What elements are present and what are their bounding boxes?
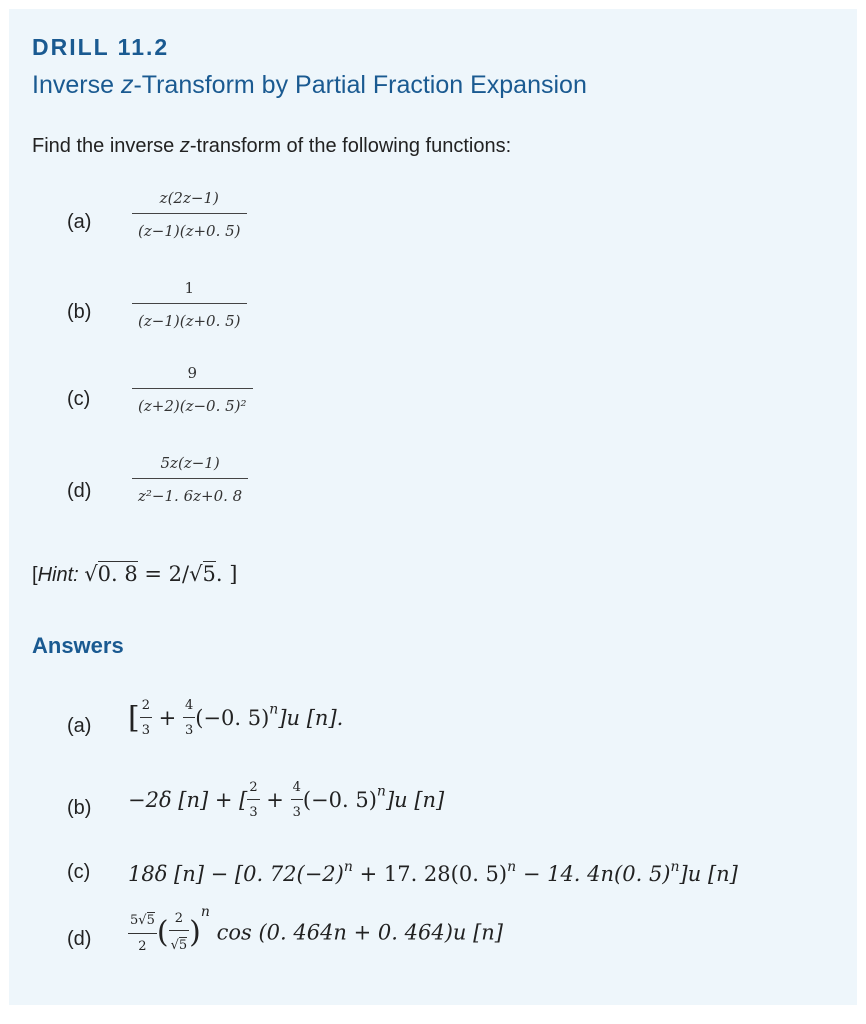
- problem-d: [32, 454, 732, 544]
- problem-label: (a): [67, 211, 92, 233]
- exponent: n: [670, 859, 680, 875]
- hint-equals: = 2/: [137, 562, 190, 586]
- numerator: 1: [184, 279, 195, 297]
- prompt-pre: Find the inverse: [32, 135, 180, 157]
- hint: [32, 561, 237, 587]
- numerator: 2: [141, 698, 150, 713]
- tail: ]u [n].: [278, 706, 344, 730]
- paren-close: ): [189, 915, 201, 950]
- fraction: [291, 781, 303, 819]
- hint-word: Hint:: [37, 564, 79, 586]
- exponent: n: [507, 859, 517, 875]
- problem-label: (d): [67, 480, 92, 502]
- exponent: n: [376, 783, 386, 800]
- coefficient: 5: [130, 912, 139, 928]
- bracket: [: [128, 700, 140, 736]
- exponent: n: [269, 701, 279, 718]
- prompt-z: z: [179, 135, 190, 157]
- answer-label: (c): [67, 861, 91, 883]
- answer-label: (b): [67, 797, 92, 819]
- radicand: 5: [178, 937, 188, 953]
- denominator: 3: [141, 723, 150, 738]
- denominator: √5: [170, 937, 188, 953]
- numerator: 4: [292, 780, 301, 795]
- drill-label: DRILL 11.2: [32, 34, 170, 60]
- drill-title-pre: Inverse: [32, 71, 121, 99]
- fraction: [247, 781, 259, 819]
- denominator: 3: [292, 805, 301, 820]
- problem-fraction: [132, 364, 253, 415]
- numerator: 2: [249, 780, 258, 795]
- hint-radicand: 0. 8: [97, 562, 138, 586]
- denominator: 3: [249, 805, 258, 820]
- prompt-text: [32, 135, 511, 158]
- prompt-post: -transform of the following functions:: [189, 135, 512, 157]
- hint-open: [: [32, 564, 38, 586]
- problem-c: [32, 364, 732, 454]
- denominator: (z+2)(z−0. 5)²: [138, 397, 247, 415]
- term: (−0. 5): [302, 788, 377, 812]
- numerator: 4: [184, 698, 194, 713]
- answers-heading: Answers: [32, 633, 124, 658]
- problem-fraction: [132, 189, 247, 240]
- problem-a: [32, 189, 732, 279]
- expr-part: − 14. 4n(0. 5): [516, 862, 671, 886]
- problem-label: (b): [67, 301, 92, 323]
- fraction: [140, 699, 152, 737]
- numerator: 5√5: [130, 912, 155, 928]
- numerator: 5z(z−1): [160, 454, 220, 472]
- answer-expression: [128, 904, 503, 953]
- fraction: [183, 699, 195, 737]
- hint-radicand-2: 5: [202, 562, 216, 586]
- paren-open: (: [156, 915, 169, 950]
- problem-fraction: [132, 454, 248, 505]
- problem-b: [32, 279, 732, 369]
- answer-expression: [128, 859, 738, 886]
- answer-label: (d): [67, 928, 92, 950]
- drill-title-z: z: [120, 71, 134, 99]
- denominator: 2: [138, 939, 147, 955]
- expr-part: + 17. 28(0. 5): [352, 862, 508, 886]
- tail: ]u [n]: [385, 788, 445, 812]
- term: (−0. 5): [195, 706, 270, 730]
- drill-title: [32, 71, 587, 100]
- plus: +: [259, 788, 291, 812]
- plus: +: [152, 706, 183, 730]
- denominator: (z−1)(z+0. 5): [138, 222, 241, 240]
- answer-expression: [128, 699, 343, 737]
- fraction: [128, 912, 157, 953]
- hint-close: . ]: [215, 562, 238, 586]
- numerator: 2: [174, 910, 183, 926]
- exponent: n: [200, 904, 210, 920]
- expr-part: 18δ [n] − [0. 72(−2): [128, 862, 344, 886]
- denominator: (z−1)(z+0. 5): [138, 312, 241, 330]
- exponent: n: [343, 859, 353, 875]
- tail: cos (0. 464n + 0. 464)u [n]: [209, 920, 503, 945]
- expr-part: ]u [n]: [679, 862, 738, 886]
- radicand: 5: [146, 912, 155, 928]
- fraction: [169, 912, 190, 953]
- problem-label: (c): [67, 388, 91, 410]
- denominator: 3: [184, 723, 194, 738]
- numerator: z(2z−1): [159, 189, 219, 207]
- lead: −2δ [n] + [: [128, 788, 248, 812]
- sqrt-icon: √: [84, 562, 98, 586]
- answer-expression: [128, 781, 444, 819]
- problem-fraction: [132, 279, 247, 330]
- drill-panel: [9, 9, 857, 1005]
- answer-label: (a): [67, 715, 92, 737]
- denominator: z²−1. 6z+0. 8: [138, 487, 243, 505]
- drill-title-post: -Transform by Partial Fraction Expansion: [133, 71, 587, 99]
- sqrt-icon: √: [189, 562, 203, 586]
- numerator: 9: [187, 364, 198, 382]
- hint-math: [84, 562, 237, 586]
